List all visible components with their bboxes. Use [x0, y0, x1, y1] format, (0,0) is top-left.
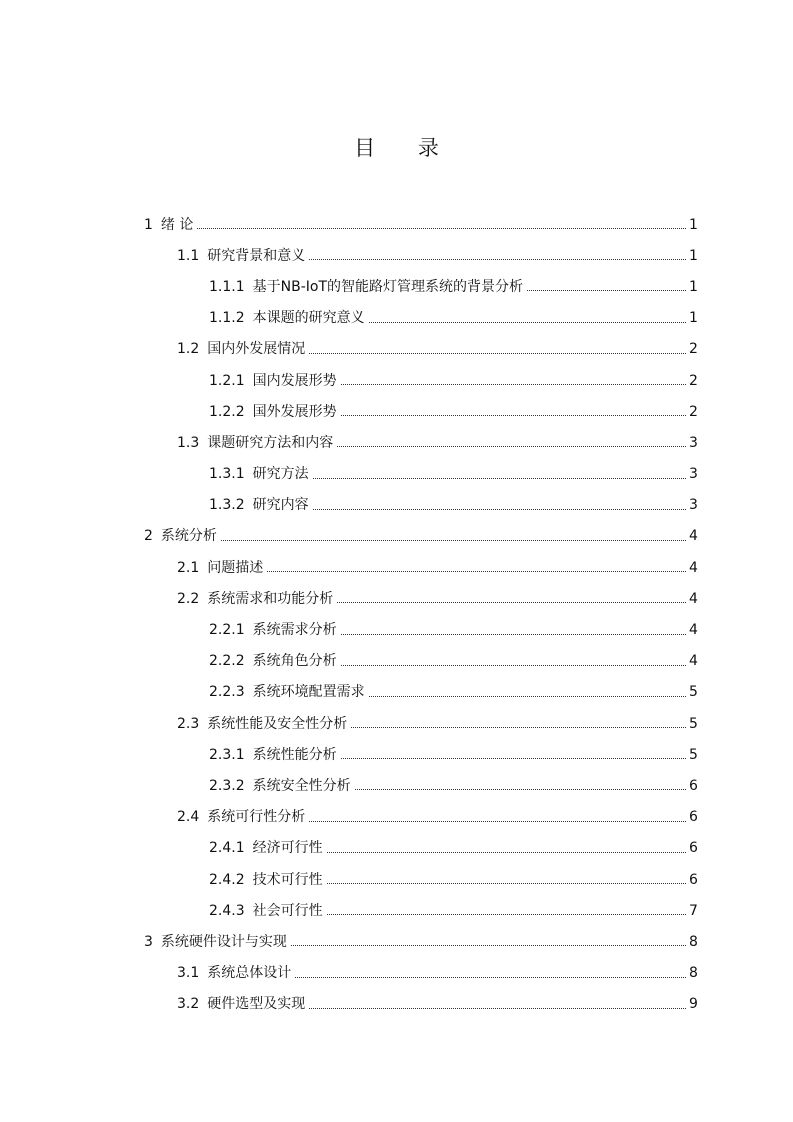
toc-entry-1-1-2[interactable] [0, 303, 793, 334]
toc-dot-leader [341, 758, 686, 759]
toc-entry-page: 4 [689, 528, 698, 545]
toc-dot-leader [369, 322, 686, 323]
toc-entry-page: 7 [689, 902, 698, 919]
toc-dot-leader [355, 789, 686, 790]
toc-entry-title: 课题研究方法和内容 [207, 434, 334, 451]
toc-entry-title: 系统安全性分析 [252, 777, 351, 794]
toc-entry-title: 研究方法 [252, 466, 309, 483]
toc-dot-leader [337, 446, 686, 447]
toc-entry-2-4-1[interactable] [0, 833, 793, 864]
toc-entry-number: 1.1.1 [209, 278, 245, 295]
toc-dot-leader [221, 540, 686, 541]
toc-entry-title: 系统角色分析 [252, 653, 337, 670]
toc-entry-page: 4 [689, 622, 698, 639]
toc-entry-2-3[interactable] [0, 708, 793, 739]
toc-entry-number: 2.4.1 [209, 840, 245, 857]
toc-entry-1-3[interactable] [0, 427, 793, 458]
toc-dot-leader [327, 883, 686, 884]
toc-entry-number: 2 [144, 528, 153, 545]
toc-entry-page: 3 [689, 434, 698, 451]
toc-dot-leader [341, 384, 686, 385]
toc-entry-2[interactable] [0, 521, 793, 552]
toc-entry-2-2[interactable] [0, 583, 793, 614]
toc-dot-leader [341, 665, 686, 666]
toc-entry-2-3-1[interactable] [0, 739, 793, 770]
toc-entry-number: 2.3.1 [209, 746, 245, 763]
toc-entry-page: 6 [689, 809, 698, 826]
toc-entry-number: 2.4.2 [209, 871, 245, 888]
toc-entry-2-3-2[interactable] [0, 770, 793, 801]
toc-entry-page: 6 [689, 871, 698, 888]
toc-entry-title: 系统可行性分析 [207, 809, 306, 826]
toc-entry-title: 本课题的研究意义 [252, 310, 365, 327]
toc-entry-page: 4 [689, 559, 698, 576]
toc-entry-title: 国内外发展情况 [207, 341, 306, 358]
table-of-contents [0, 209, 793, 1020]
toc-entry-title: 系统分析 [160, 528, 217, 545]
toc-entry-1-2-1[interactable] [0, 365, 793, 396]
toc-entry-1-1[interactable] [0, 240, 793, 271]
toc-entry-number: 1.3.1 [209, 466, 245, 483]
toc-entry-number: 1.2.1 [209, 372, 245, 389]
toc-dot-leader [313, 509, 686, 510]
toc-entry-page: 3 [689, 466, 698, 483]
toc-entry-title: 问题描述 [207, 559, 264, 576]
toc-entry-number: 3 [144, 933, 153, 950]
toc-title: 目 录 [354, 136, 457, 160]
toc-entry-title: 经济可行性 [252, 840, 323, 857]
toc-entry-title: 系统硬件设计与实现 [160, 933, 287, 950]
toc-dot-leader [267, 571, 686, 572]
toc-entry-1-3-2[interactable] [0, 490, 793, 521]
toc-entry-number: 1.3 [177, 434, 200, 451]
toc-entry-page: 8 [689, 933, 698, 950]
toc-entry-1-2-2[interactable] [0, 396, 793, 427]
toc-dot-leader [309, 1008, 686, 1009]
toc-dot-leader [309, 259, 686, 260]
toc-entry-page: 3 [689, 497, 698, 514]
toc-entry-1-1-1[interactable] [0, 271, 793, 302]
toc-dot-leader [313, 478, 686, 479]
toc-entry-2-4-2[interactable] [0, 864, 793, 895]
toc-dot-leader [369, 696, 686, 697]
toc-entry-title: 国内发展形势 [252, 372, 337, 389]
toc-entry-page: 6 [689, 777, 698, 794]
toc-entry-3[interactable] [0, 926, 793, 957]
toc-entry-number: 2.2.1 [209, 622, 245, 639]
toc-entry-page: 2 [689, 372, 698, 389]
toc-entry-number: 1.1.2 [209, 310, 245, 327]
toc-entry-title: 绪 论 [160, 216, 194, 233]
toc-entry-number: 2.3 [177, 715, 200, 732]
toc-entry-2-2-2[interactable] [0, 646, 793, 677]
toc-entry-page: 4 [689, 590, 698, 607]
toc-entry-number: 1.2 [177, 341, 200, 358]
toc-dot-leader [309, 353, 686, 354]
toc-entry-title: 系统需求和功能分析 [207, 590, 334, 607]
toc-entry-number: 2.1 [177, 559, 200, 576]
toc-dot-leader [527, 290, 686, 291]
toc-entry-page: 1 [689, 247, 698, 264]
toc-entry-page: 5 [689, 715, 698, 732]
toc-entry-number: 1.2.2 [209, 403, 245, 420]
toc-entry-1[interactable] [0, 209, 793, 240]
toc-entry-number: 1 [144, 216, 153, 233]
toc-entry-page: 1 [689, 310, 698, 327]
toc-entry-2-4[interactable] [0, 802, 793, 833]
toc-entry-number: 3.1 [177, 965, 200, 982]
toc-entry-page: 9 [689, 996, 698, 1013]
toc-dot-leader [351, 727, 686, 728]
toc-entry-title: 国外发展形势 [252, 403, 337, 420]
toc-dot-leader [341, 415, 686, 416]
toc-entry-3-1[interactable] [0, 958, 793, 989]
toc-entry-number: 2.2 [177, 590, 200, 607]
toc-entry-title: 系统环境配置需求 [252, 684, 365, 701]
toc-entry-title: 社会可行性 [252, 902, 323, 919]
toc-entry-number: 2.4.3 [209, 902, 245, 919]
toc-dot-leader [197, 228, 686, 229]
toc-dot-leader [291, 945, 686, 946]
toc-entry-page: 5 [689, 746, 698, 763]
toc-entry-page: 6 [689, 840, 698, 857]
toc-entry-number: 1.3.2 [209, 497, 245, 514]
toc-entry-number: 2.2.3 [209, 684, 245, 701]
toc-entry-title: 系统需求分析 [252, 622, 337, 639]
toc-entry-2-4-3[interactable] [0, 895, 793, 926]
toc-dot-leader [337, 602, 686, 603]
toc-entry-page: 5 [689, 684, 698, 701]
toc-entry-2-2-3[interactable] [0, 677, 793, 708]
toc-entry-page: 2 [689, 403, 698, 420]
toc-dot-leader [341, 634, 686, 635]
toc-dot-leader [327, 852, 686, 853]
toc-entry-page: 8 [689, 965, 698, 982]
toc-entry-title: 技术可行性 [252, 871, 323, 888]
toc-entry-title: 系统性能分析 [252, 746, 337, 763]
toc-entry-title: 基于NB-IoT的智能路灯管理系统的背景分析 [252, 278, 523, 295]
toc-entry-number: 2.4 [177, 809, 200, 826]
toc-entry-title: 系统性能及安全性分析 [207, 715, 348, 732]
toc-entry-number: 1.1 [177, 247, 200, 264]
toc-entry-1-2[interactable] [0, 334, 793, 365]
toc-entry-title: 研究内容 [252, 497, 309, 514]
toc-entry-page: 2 [689, 341, 698, 358]
toc-entry-3-2[interactable] [0, 989, 793, 1020]
toc-entry-page: 4 [689, 653, 698, 670]
toc-entry-page: 1 [689, 216, 698, 233]
toc-entry-title: 系统总体设计 [207, 965, 292, 982]
toc-entry-title: 硬件选型及实现 [207, 996, 306, 1013]
toc-dot-leader [295, 977, 686, 978]
toc-entry-title: 研究背景和意义 [207, 247, 306, 264]
toc-entry-1-3-1[interactable] [0, 459, 793, 490]
toc-dot-leader [327, 914, 686, 915]
toc-entry-number: 2.2.2 [209, 653, 245, 670]
toc-entry-number: 3.2 [177, 996, 200, 1013]
toc-entry-page: 1 [689, 278, 698, 295]
toc-entry-2-1[interactable] [0, 552, 793, 583]
toc-entry-2-2-1[interactable] [0, 614, 793, 645]
toc-entry-number: 2.3.2 [209, 777, 245, 794]
toc-dot-leader [309, 821, 686, 822]
